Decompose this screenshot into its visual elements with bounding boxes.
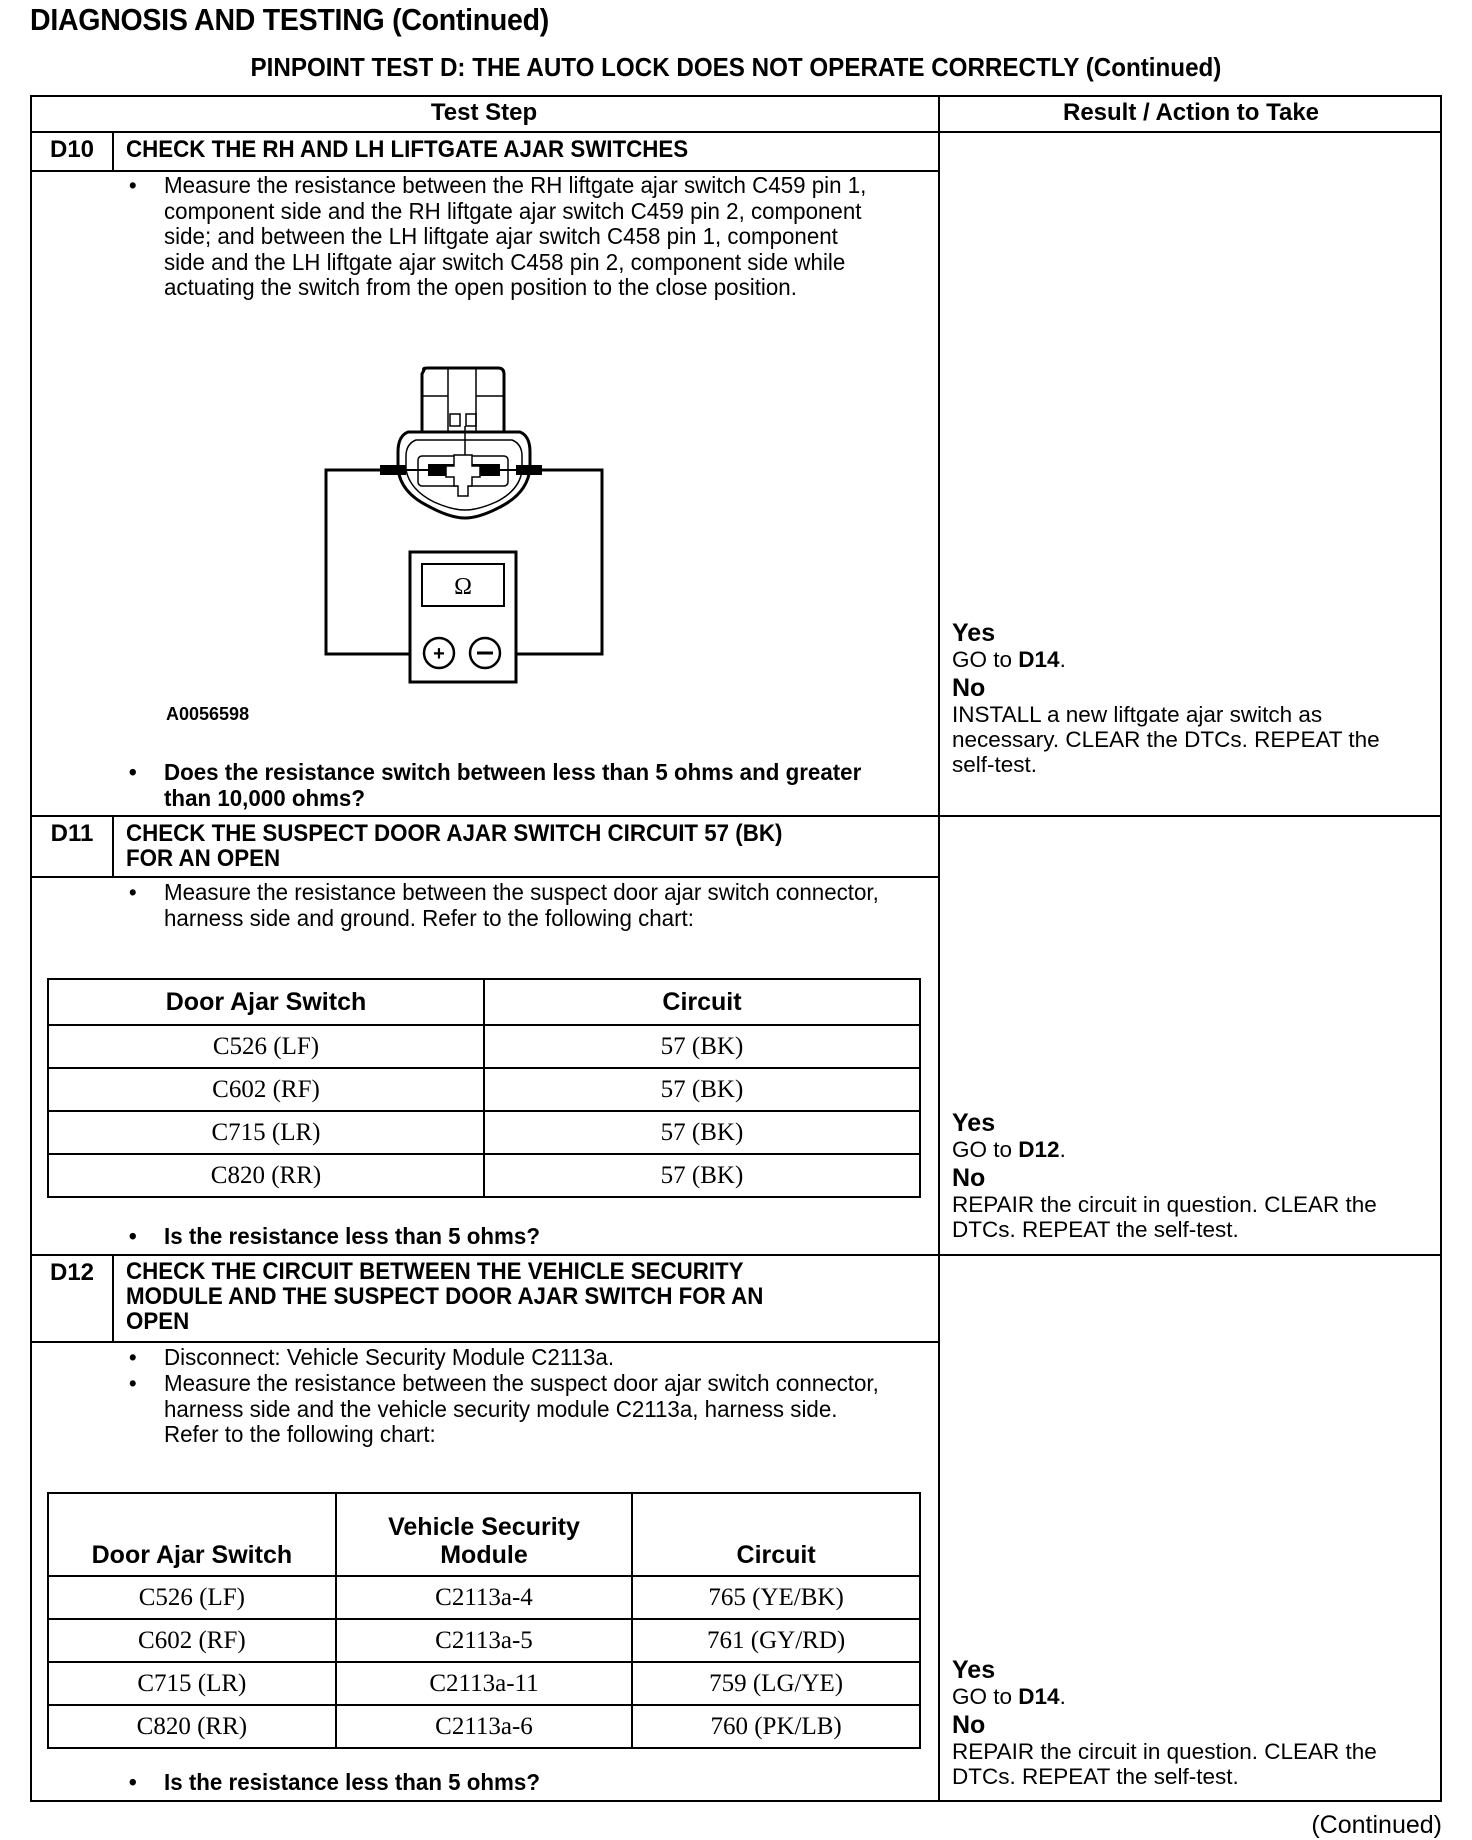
- step-divider: [30, 1254, 1442, 1256]
- chart-cell: 57 (BK): [484, 1154, 920, 1197]
- question-d12: [128, 1769, 886, 1796]
- go-to-step-link[interactable]: D14: [1018, 1684, 1060, 1709]
- chart-header: Door Ajar Switch: [48, 979, 484, 1025]
- go-to-text: GO to: [952, 1684, 1019, 1709]
- question-text: Is the resistance less than 5 ohms?: [164, 1223, 540, 1249]
- chart-cell: C2113a-5: [336, 1619, 632, 1662]
- header-result-action: Result / Action to Take: [1062, 99, 1320, 126]
- step-id-d10: D10: [49, 136, 95, 163]
- bullet-icon: •: [128, 1769, 137, 1795]
- period: .: [1059, 1137, 1066, 1162]
- bullet-icon: •: [128, 1344, 137, 1370]
- continued-footer: (Continued): [1311, 1811, 1442, 1839]
- table-row: [48, 1111, 920, 1154]
- go-to-text: GO to: [952, 1137, 1019, 1162]
- chart-cell: 57 (BK): [484, 1068, 920, 1111]
- step-id-d12: D12: [49, 1259, 95, 1286]
- chart-cell: C820 (RR): [48, 1154, 484, 1197]
- header-test-step: Test Step: [430, 99, 538, 126]
- period: .: [1059, 647, 1066, 672]
- step-divider: [30, 815, 1442, 817]
- go-to-text: GO to: [952, 647, 1019, 672]
- chart-header: Circuit: [484, 979, 920, 1025]
- security-module-circuit-chart: [47, 1492, 921, 1749]
- step-title-line: CHECK THE CIRCUIT BETWEEN THE VEHICLE SECURITY: [126, 1258, 744, 1285]
- go-to-step-link[interactable]: D14: [1018, 647, 1060, 672]
- chart-cell: C526 (LF): [48, 1025, 484, 1068]
- table-row: [48, 1662, 920, 1705]
- result-yes-label: Yes: [952, 619, 996, 647]
- go-to-step-link[interactable]: D12: [1018, 1137, 1060, 1162]
- instruction-text: Measure the resistance between the suspect door ajar switch connector, harness side and ground. Refer to the following chart:: [164, 879, 879, 931]
- column-divider: [938, 95, 940, 1802]
- chart-header: Circuit: [632, 1493, 920, 1576]
- instruction-text: Measure the resistance between the RH liftgate ajar switch C459 pin 1, component side and the RH liftgate ajar switch C459 pin 2, component side; and between the LH liftgate ajar switch C458 pin 1, component side and the LH liftgate ajar switch C458 pin 2, component side while actuating the switch from the open position to the close position.: [164, 172, 867, 300]
- instruction-d10: [128, 172, 867, 301]
- step-title-divider: [30, 1341, 938, 1343]
- chart-cell: C715 (LR): [48, 1111, 484, 1154]
- result-no-action: REPAIR the circuit in question. CLEAR the DTCs. REPEAT the self-test.: [952, 1192, 1377, 1242]
- pinpoint-test-title-text: PINPOINT TEST D: THE AUTO LOCK DOES NOT OPERATE CORRECTLY (Continued): [250, 52, 1222, 82]
- instruction-text: Disconnect: Vehicle Security Module C2113a.: [164, 1344, 615, 1370]
- chart-cell: 765 (YE/BK): [632, 1576, 920, 1619]
- chart-cell: C602 (RF): [48, 1068, 484, 1111]
- result-no-label: No: [952, 1164, 986, 1192]
- chart-cell: C2113a-6: [336, 1705, 632, 1748]
- chart-header: Door Ajar Switch: [48, 1493, 336, 1576]
- chart-cell: 761 (GY/RD): [632, 1619, 920, 1662]
- chart-cell: C602 (RF): [48, 1619, 336, 1662]
- chart-cell: 759 (LG/YE): [632, 1662, 920, 1705]
- step-id-divider: [112, 131, 114, 171]
- pinpoint-test-title: [0, 52, 1472, 83]
- bullet-icon: •: [128, 879, 137, 905]
- instruction-d12-1: [128, 1344, 896, 1371]
- period: .: [1059, 1684, 1066, 1709]
- result-d10: [952, 620, 1472, 777]
- bullet-icon: •: [128, 1223, 137, 1249]
- result-yes-action: [952, 647, 1472, 672]
- result-no-action: INSTALL a new liftgate ajar switch as necessary. CLEAR the DTCs. REPEAT the self-test.: [952, 702, 1380, 777]
- step-title-line: OPEN: [126, 1308, 190, 1335]
- chart-cell: 57 (BK): [484, 1111, 920, 1154]
- table-row: [48, 1068, 920, 1111]
- chart-header: Vehicle Security Module: [336, 1493, 632, 1576]
- door-ajar-circuit-chart: [47, 978, 921, 1198]
- bullet-icon: •: [128, 1370, 137, 1396]
- step-title-d10: CHECK THE RH AND LH LIFTGATE AJAR SWITCHES: [126, 136, 689, 163]
- table-row: [48, 1705, 920, 1748]
- result-yes-action: [952, 1137, 1472, 1162]
- ohm-symbol: Ω: [454, 574, 472, 600]
- chart-cell: 57 (BK): [484, 1025, 920, 1068]
- step-id-d11: D11: [50, 820, 94, 847]
- bullet-icon: •: [128, 172, 137, 198]
- step-title-line: CHECK THE SUSPECT DOOR AJAR SWITCH CIRCUIT 57 (BK): [126, 820, 783, 847]
- chart-cell: C715 (LR): [48, 1662, 336, 1705]
- question-text: Does the resistance switch between less than 5 ohms and greater than 10,000 ohms?: [164, 759, 862, 811]
- step-id-divider: [112, 1254, 114, 1342]
- step-title-divider: [30, 876, 938, 878]
- question-d11: [128, 1223, 886, 1250]
- result-no-label: No: [952, 1711, 986, 1739]
- instruction-d12-2: [128, 1370, 896, 1448]
- question-d10: [128, 759, 886, 811]
- instruction-text: Measure the resistance between the suspect door ajar switch connector, harness side and the vehicle security module C2113a, harness side. Refer to the following chart:: [164, 1370, 879, 1447]
- result-no-label: No: [952, 674, 986, 702]
- header-divider: [30, 131, 1442, 133]
- page-title: DIAGNOSIS AND TESTING (Continued): [30, 2, 550, 37]
- figure-id: A0056598: [166, 704, 250, 724]
- chart-cell: C526 (LF): [48, 1576, 336, 1619]
- instruction-d11: [128, 879, 896, 931]
- step-id-divider: [112, 815, 114, 877]
- step-title-d12: [126, 1259, 763, 1334]
- chart-cell: 760 (PK/LB): [632, 1705, 920, 1748]
- svg-text:+: +: [433, 643, 445, 665]
- step-title-line: MODULE AND THE SUSPECT DOOR AJAR SWITCH FOR AN: [126, 1283, 764, 1310]
- result-yes-label: Yes: [952, 1109, 996, 1137]
- chart-cell: C820 (RR): [48, 1705, 336, 1748]
- result-no-action: REPAIR the circuit in question. CLEAR the DTCs. REPEAT the self-test.: [952, 1739, 1377, 1789]
- chart-cell: C2113a-11: [336, 1662, 632, 1705]
- ohmmeter-connector-diagram-icon: [300, 360, 640, 700]
- table-row: [48, 1154, 920, 1197]
- step-title-line: FOR AN OPEN: [126, 845, 281, 872]
- chart-cell: C2113a-4: [336, 1576, 632, 1619]
- result-yes-action: [952, 1684, 1472, 1709]
- step-title-d11: [126, 821, 782, 871]
- result-d12: [952, 1657, 1472, 1789]
- result-d11: [952, 1110, 1472, 1242]
- table-row: [48, 1619, 920, 1662]
- question-text: Is the resistance less than 5 ohms?: [164, 1769, 540, 1795]
- table-row: [48, 1576, 920, 1619]
- result-yes-label: Yes: [952, 1656, 996, 1684]
- bullet-icon: •: [128, 759, 137, 785]
- table-row: [48, 1025, 920, 1068]
